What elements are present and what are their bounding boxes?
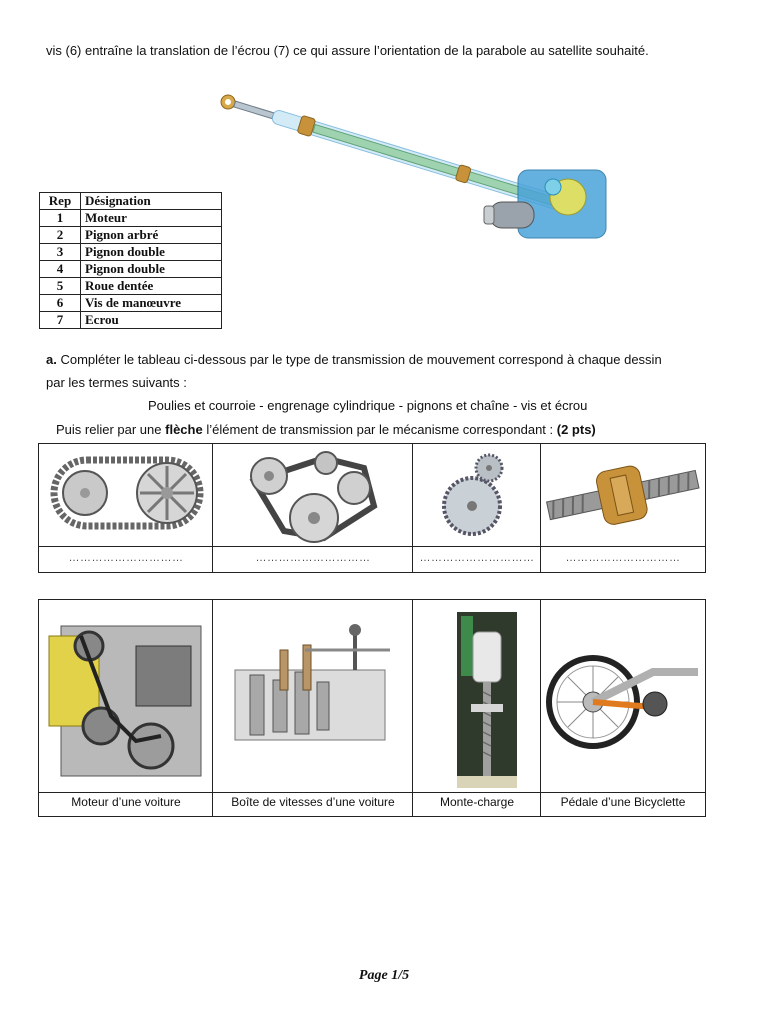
designation: Roue dentée xyxy=(81,278,222,295)
question-line-2: par les termes suivants : xyxy=(46,375,187,390)
designation: Pignon double xyxy=(81,261,222,278)
rep-number: 7 xyxy=(40,312,81,329)
transmission-table xyxy=(38,443,706,573)
link-pre: Puis relier par une xyxy=(56,422,166,437)
gearbox-image xyxy=(215,620,411,780)
chain-sprocket-image xyxy=(40,446,212,546)
rep-header: Rep xyxy=(40,193,81,210)
question-label: a. xyxy=(46,352,57,367)
designation: Vis de manœuvre xyxy=(81,295,222,312)
table-divider xyxy=(39,792,705,793)
designation: Moteur xyxy=(81,210,222,227)
table-divider xyxy=(39,546,705,547)
rep-designation-table xyxy=(39,192,222,329)
page-number: Page 1/5 xyxy=(358,968,410,983)
caption-gearbox: Boîte de vitesses d’une voiture xyxy=(231,795,395,809)
points: (2 pts) xyxy=(556,422,596,437)
question-text: Compléter le tableau ci-dessous par le type de transmission de mouvement correspond à chaque dessin xyxy=(56,352,662,367)
bicycle-image xyxy=(543,652,703,752)
lead-screw-nut-image xyxy=(542,446,704,546)
rep-number: 1 xyxy=(40,210,81,227)
designation: Ecrou xyxy=(81,312,222,329)
pulley-belt-image xyxy=(214,446,412,546)
linear-actuator-illustration xyxy=(218,92,613,252)
caption-bicycle: Pédale d’une Bicyclette xyxy=(560,795,686,809)
question-link-instruction xyxy=(56,422,596,438)
cell-lift xyxy=(413,600,541,816)
caption-lift: Monte-charge xyxy=(439,795,515,809)
mechanism-table xyxy=(38,599,706,817)
cell-gearbox xyxy=(213,600,413,816)
rep-number: 3 xyxy=(40,244,81,261)
question-line-1 xyxy=(46,352,662,368)
spur-gears-image xyxy=(414,446,540,546)
designation-header: Désignation xyxy=(81,193,222,210)
link-post: l’élément de transmission par le mécanisme correspondant : xyxy=(202,422,557,437)
rep-number: 5 xyxy=(40,278,81,295)
terms-list: Poulies et courroie - engrenage cylindrique - pignons et chaîne - vis et écrou xyxy=(148,398,588,413)
designation: Pignon arbré xyxy=(81,227,222,244)
answer-blank-3[interactable]: ………………………… xyxy=(419,552,535,564)
lift-image xyxy=(457,612,517,788)
car-engine-image xyxy=(41,606,211,786)
designation: Pignon double xyxy=(81,244,222,261)
link-bold: flèche xyxy=(165,422,203,437)
intro-text: vis (6) entraîne la translation de l’écrou (7) ce qui assure l’orientation de la parabole au satellite souhaité. xyxy=(46,43,649,58)
rep-number: 6 xyxy=(40,295,81,312)
rep-number: 2 xyxy=(40,227,81,244)
rep-number: 4 xyxy=(40,261,81,278)
caption-car-engine: Moteur d’une voiture xyxy=(71,795,181,809)
answer-blank-1[interactable]: ………………………… xyxy=(68,552,184,564)
cell-bicycle xyxy=(541,600,705,816)
answer-blank-4[interactable]: ………………………… xyxy=(565,552,681,564)
cell-car-engine xyxy=(39,600,213,816)
answer-blank-2[interactable]: ………………………… xyxy=(255,552,371,564)
